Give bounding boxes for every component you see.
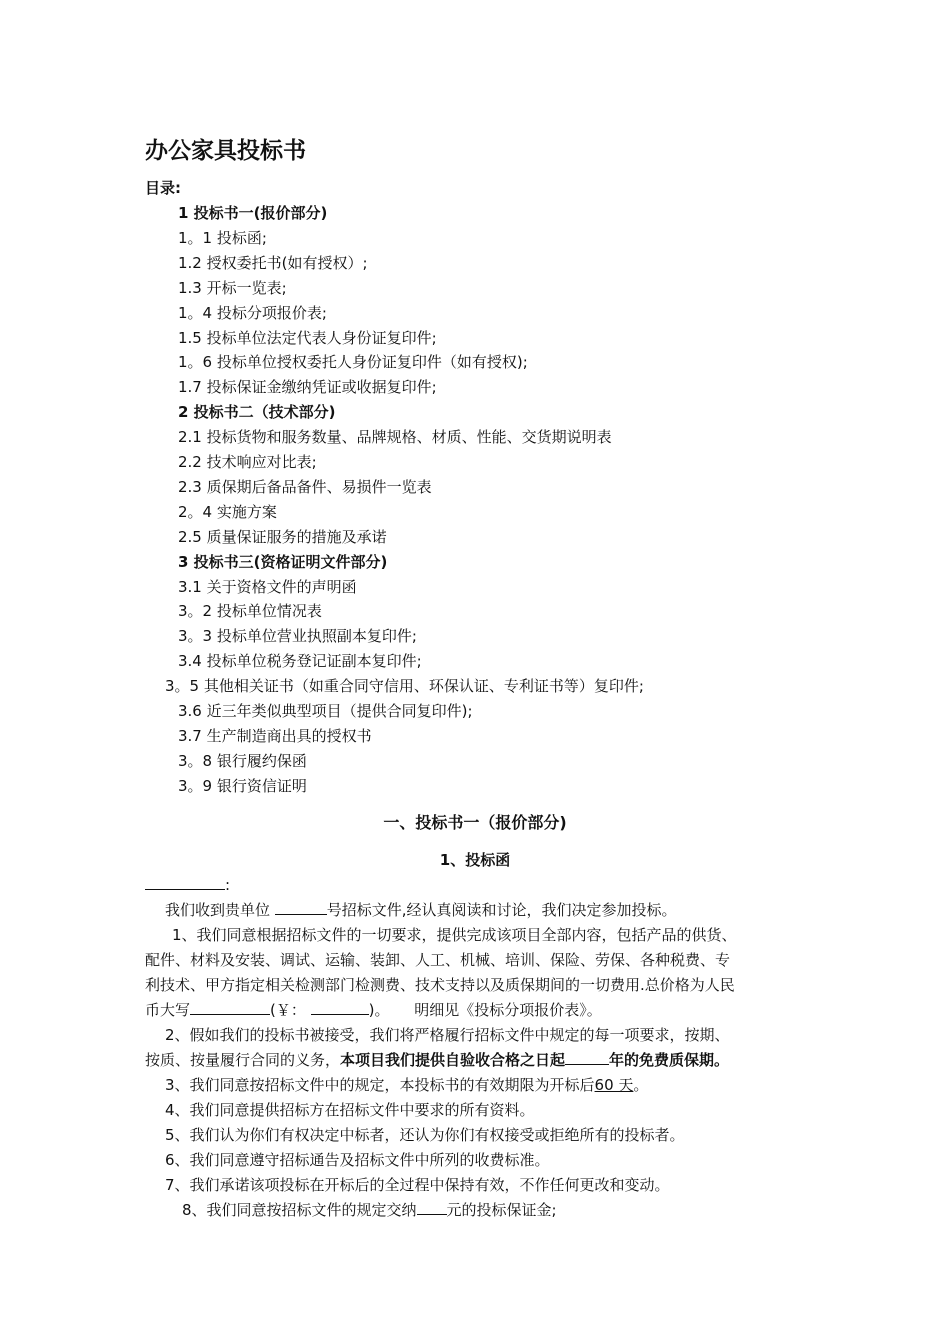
- toc-item: 2.5 质量保证服务的措施及承诺: [178, 528, 387, 546]
- toc-item: 1。1 投标函;: [178, 229, 267, 247]
- paragraph-1-line-2: 配件、材料及安装、调试、运输、装卸、人工、机械、培训、保险、劳保、各种税费、专: [145, 951, 731, 969]
- toc-item: 1.2 授权委托书(如有授权）;: [178, 254, 368, 272]
- toc-label: 目录:: [145, 179, 181, 197]
- toc-item: 2。4 实施方案: [178, 503, 277, 521]
- paragraph-3: [165, 1075, 648, 1095]
- paragraph-1-line-1: 1、我们同意根据招标文件的一切要求，提供完成该项目全部内容，包括产品的供货、: [172, 926, 737, 944]
- toc-item: 3。5 其他相关证书（如重合同守信用、环保认证、专利证书等）复印件;: [165, 677, 644, 695]
- toc-item: 3.4 投标单位税务登记证副本复印件;: [178, 652, 422, 670]
- validity-text-c: 。: [633, 1076, 649, 1094]
- recipient-blank: [145, 875, 225, 890]
- deposit-text-a: 8、我们同意按招标文件的规定交纳: [182, 1201, 417, 1219]
- toc-item: 1.7 投标保证金缴纳凭证或收据复印件;: [178, 378, 437, 396]
- toc-item: 1 投标书一(报价部分): [178, 204, 328, 222]
- paragraph-2-line-1: 2、假如我们的投标书被接受，我们将严格履行招标文件中规定的每一项要求，按期、: [165, 1026, 730, 1044]
- salutation-colon: :: [225, 876, 231, 894]
- section-heading: 一、投标书一（报价部分): [383, 813, 567, 832]
- validity-days: 60 天: [594, 1076, 634, 1094]
- toc-item: 3。3 投标单位营业执照副本复印件;: [178, 627, 417, 645]
- salutation-line: [145, 875, 230, 895]
- toc-item: 1.3 开标一览表;: [178, 279, 287, 297]
- paragraph-6: 6、我们同意遵守招标通告及招标文件中所列的收费标准。: [165, 1151, 550, 1169]
- warranty-years-blank: [565, 1050, 609, 1065]
- toc-item: 2 投标书二（技术部分): [178, 403, 336, 421]
- price-words-label: 币大写: [145, 1001, 191, 1019]
- toc-item: 3.6 近三年类似典型项目（提供合同复印件);: [178, 702, 473, 720]
- warranty-text-b: 本项目我们提供自验收合格之日起: [340, 1051, 566, 1069]
- toc-item: 3.7 生产制造商出具的授权书: [178, 727, 372, 745]
- warranty-text-c: 年的免费质保期。: [609, 1051, 730, 1069]
- price-figure-label: (￥：: [270, 1001, 306, 1019]
- toc-item: 1。4 投标分项报价表;: [178, 304, 327, 322]
- price-close: )。: [368, 1001, 390, 1019]
- paragraph-2-line-2: [145, 1050, 729, 1070]
- paragraph-5: 5、我们认为你们有权决定中标者，还认为你们有权接受或拒绝所有的投标者。: [165, 1126, 685, 1144]
- price-detail-note: 明细见《投标分项报价表》。: [414, 1001, 602, 1019]
- receipt-text-a: 我们收到贵单位: [165, 901, 275, 919]
- document-title: 办公家具投标书: [145, 138, 306, 164]
- toc-item: 3。9 银行资信证明: [178, 777, 307, 795]
- toc-item: 1。6 投标单位授权委托人身份证复印件（如有授权);: [178, 353, 528, 371]
- paragraph-1-line-4: [145, 1000, 602, 1020]
- paragraph-1-line-3: 利技术、甲方指定相关检测部门检测费、技术支持以及质保期间的一切费用.总价格为人民: [145, 976, 735, 994]
- paragraph-8: [182, 1200, 557, 1220]
- toc-item: 3。8 银行履约保函: [178, 752, 307, 770]
- receipt-text-b: 号招标文件,经认真阅读和讨论，我们决定参加投标。: [326, 901, 677, 919]
- validity-text-a: 3、我们同意按招标文件中的规定，本投标书的有效期限为开标后: [165, 1076, 595, 1094]
- toc-item: 3 投标书三(资格证明文件部分): [178, 553, 388, 571]
- toc-item: 2.2 技术响应对比表;: [178, 453, 317, 471]
- toc-item: 3。2 投标单位情况表: [178, 602, 322, 620]
- price-figure-blank: [311, 1000, 369, 1015]
- deposit-amount-blank: [417, 1200, 447, 1215]
- toc-item: 3.1 关于资格文件的声明函: [178, 578, 357, 596]
- paragraph-4: 4、我们同意提供招标方在招标文件中要求的所有资料。: [165, 1101, 535, 1119]
- toc-item: 2.3 质保期后备品备件、易损件一览表: [178, 478, 432, 496]
- toc-item: 1.5 投标单位法定代表人身份证复印件;: [178, 329, 437, 347]
- toc-item: 2.1 投标货物和服务数量、品牌规格、材质、性能、交货期说明表: [178, 428, 612, 446]
- price-words-blank: [190, 1000, 270, 1015]
- deposit-text-b: 元的投标保证金;: [446, 1201, 557, 1219]
- paragraph-7: 7、我们承诺该项投标在开标后的全过程中保持有效，不作任何更改和变动。: [165, 1176, 670, 1194]
- warranty-text-a: 按质、按量履行合同的义务，: [145, 1051, 341, 1069]
- paragraph-receipt: [165, 900, 677, 920]
- sub-heading: 1、投标函: [439, 851, 511, 869]
- bid-number-blank: [275, 900, 327, 915]
